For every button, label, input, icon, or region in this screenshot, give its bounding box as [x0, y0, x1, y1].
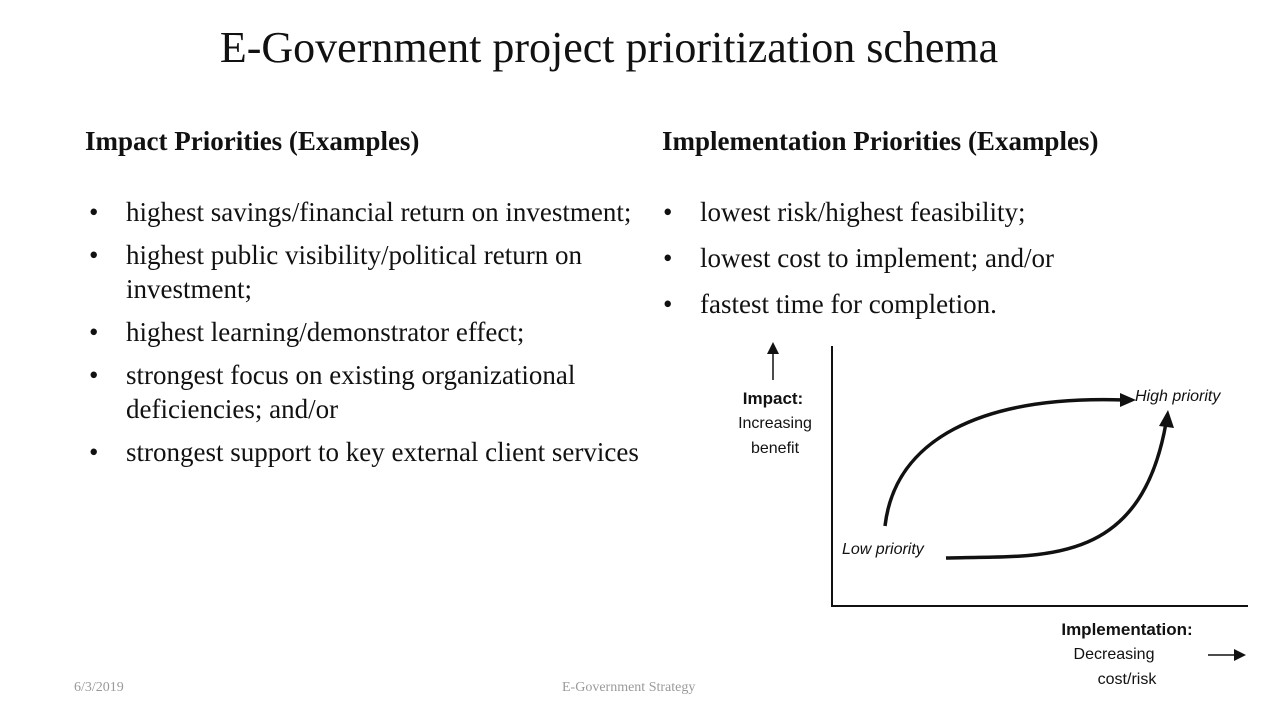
low-priority-label: Low priority	[842, 541, 924, 558]
upper-curve-arrowhead	[1120, 393, 1136, 407]
list-item: • highest learning/demonstrator effect;	[85, 315, 645, 349]
y-axis-label-line2: benefit	[750, 440, 800, 457]
upper-curve	[885, 400, 1125, 526]
x-axis-label-line1: Decreasing	[1073, 646, 1155, 663]
slide-title: E-Government project prioritization schema	[219, 23, 999, 72]
list-item: • lowest cost to implement; and/or	[659, 241, 1179, 275]
y-axis-label-line1: Increasing	[738, 415, 812, 432]
list-item: • highest public visibility/political return on investment;	[85, 238, 645, 306]
list-item: • fastest time for completion.	[659, 287, 1179, 321]
impact-priorities-list	[85, 195, 645, 478]
footer-date: 6/3/2019	[74, 680, 124, 695]
prioritization-diagram	[720, 340, 1265, 690]
impact-priorities-heading: Impact Priorities (Examples)	[85, 126, 420, 156]
x-axis-label-line2: cost/risk	[1097, 671, 1157, 688]
y-axis-label-bold: Impact:	[742, 389, 804, 408]
high-priority-label: High priority	[1135, 388, 1221, 405]
implementation-priorities-heading: Implementation Priorities (Examples)	[662, 126, 1099, 156]
implementation-priorities-list	[659, 195, 1179, 333]
footer-title: E-Government Strategy	[562, 680, 696, 695]
list-item: • highest savings/financial return on investment;	[85, 195, 645, 229]
list-item: • strongest support to key external client services	[85, 435, 645, 469]
right-arrow-icon	[1208, 649, 1246, 661]
x-axis-label-bold: Implementation:	[1061, 620, 1193, 639]
lower-curve	[946, 423, 1166, 558]
lower-curve-arrowhead	[1159, 410, 1174, 428]
list-item: • strongest focus on existing organizational deficiencies; and/or	[85, 358, 645, 426]
up-arrow-icon	[767, 342, 779, 380]
list-item: • lowest risk/highest feasibility;	[659, 195, 1179, 229]
